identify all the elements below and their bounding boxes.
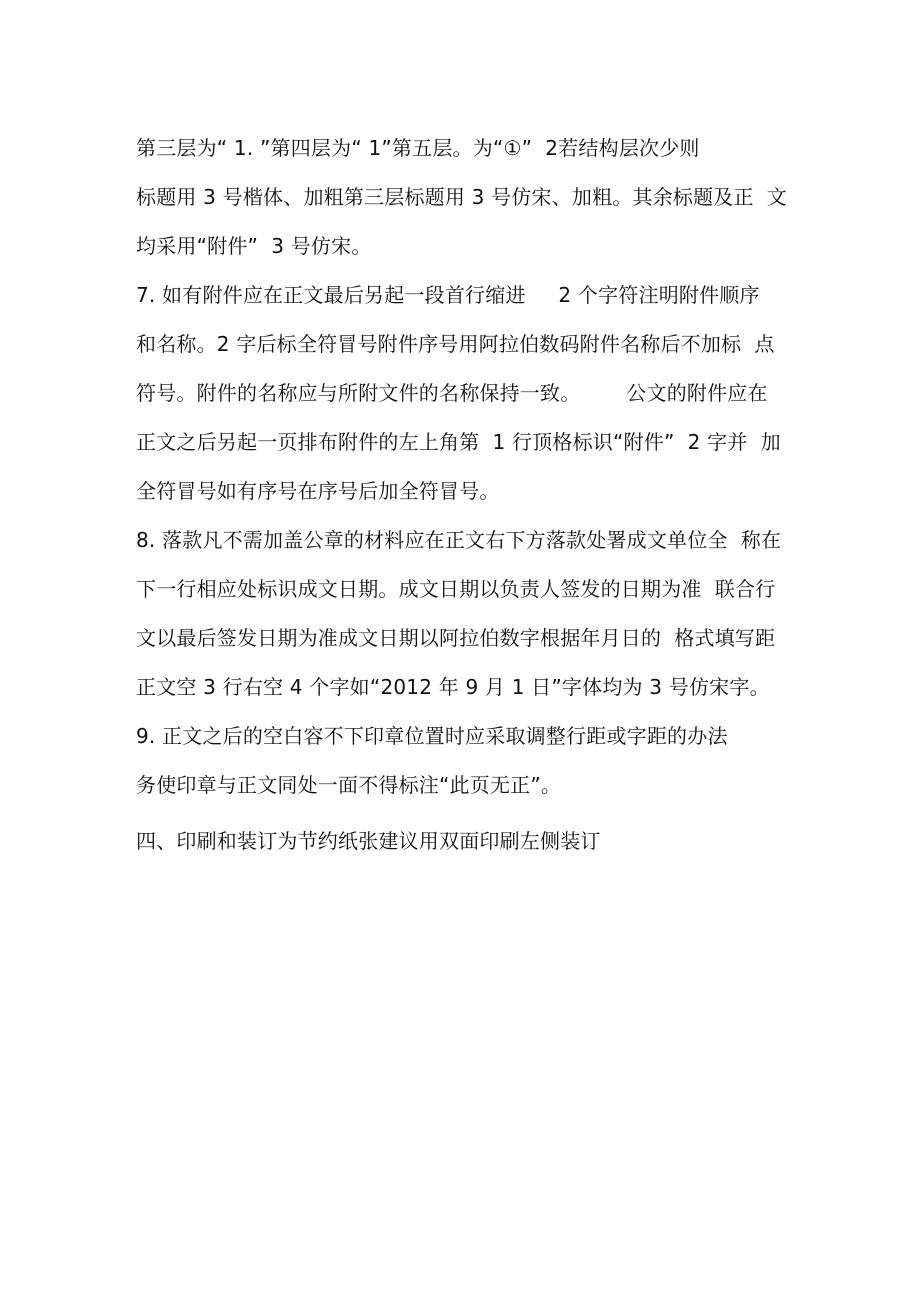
text-line: 务使印章与正文同处一面不得标注“此页无正”。 bbox=[136, 773, 562, 797]
text-line: 文以最后签发日期为准成文日期以阿拉伯数字根据年月日的 格式填写距 bbox=[136, 626, 776, 650]
text-line: 均采用“附件” 3 号仿宋。 bbox=[136, 234, 372, 258]
text-line: 全符冒号如有序号在序号后加全符冒号。 bbox=[136, 479, 500, 503]
text-line: 和名称。2 字后标全符冒号附件序号用阿拉伯数码附件名称后不加标 点 bbox=[136, 332, 775, 356]
text-line: 正文空 3 行右空 4 个字如“2012 年 9 月 1 日”字体均为 3 号仿宋字。 bbox=[136, 675, 770, 699]
text-line: 符号。附件的名称应与所附文件的名称保持一致。 公文的附件应在 bbox=[136, 381, 768, 405]
text-line: 8. 落款凡不需加盖公章的材料应在正文右下方落款处署成文单位全 称在 bbox=[136, 528, 782, 552]
section-heading: 四、印刷和装订为节约纸张建议用双面印刷左侧装订 bbox=[136, 829, 601, 853]
text-line: 9. 正文之后的空白容不下印章位置时应采取调整行距或字距的办法 bbox=[136, 724, 728, 748]
text-line: 7. 如有附件应在正文最后另起一段首行缩进 2 个字符注明附件顺序 bbox=[136, 283, 760, 307]
text-line: 正文之后另起一页排布附件的左上角第 1 行顶格标识“附件” 2 字并 加 bbox=[136, 430, 781, 454]
text-line: 第三层为“ 1. ”第四层为“ 1”第五层。为“①” 2若结构层次少则 bbox=[136, 136, 700, 160]
text-line: 标题用 3 号楷体、加粗第三层标题用 3 号仿宋、加粗。其余标题及正 文 bbox=[136, 185, 787, 209]
text-line: 下一行相应处标识成文日期。成文日期以负责人签发的日期为准 联合行 bbox=[136, 577, 776, 601]
